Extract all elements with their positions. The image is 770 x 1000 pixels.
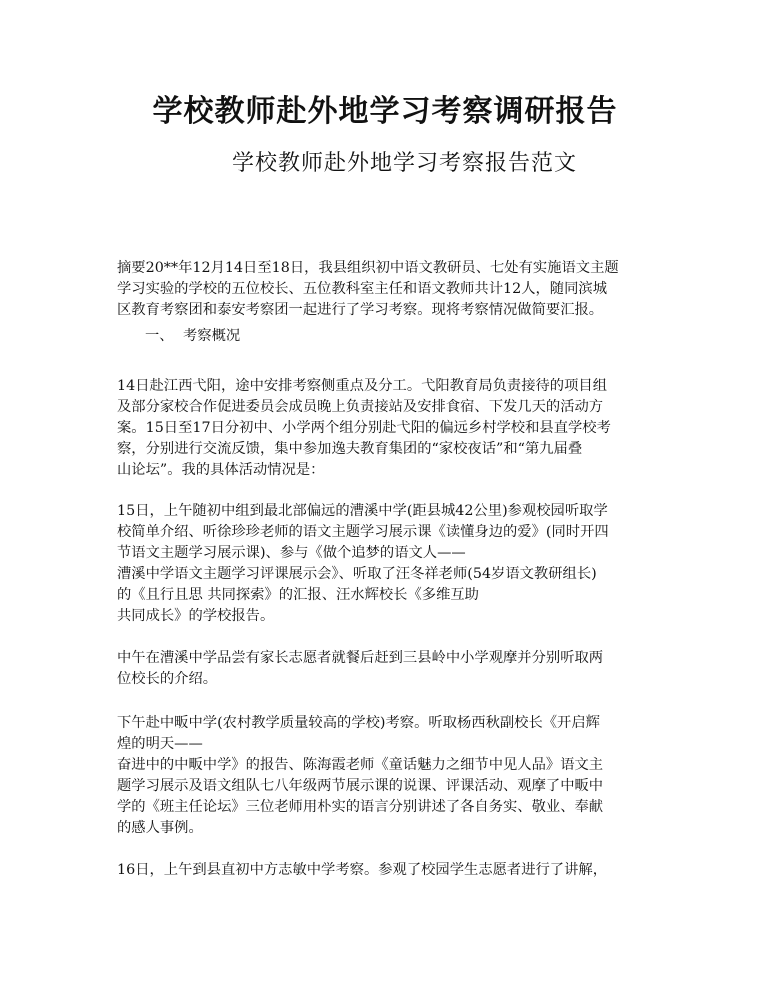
body-paragraph [117, 713, 662, 839]
document-subtitle: 学校教师赴外地学习考察报告范文 [232, 151, 578, 176]
text-line: 摘要20**年12月14日至18日，我县组织初中语文教研员、七处有实施语文主题 [117, 260, 619, 276]
body-paragraph [117, 648, 662, 690]
abstract-paragraph [117, 258, 662, 321]
text-line: 及部分家校合作促进委员会成员晚上负责接站及安排食宿、下发几天的活动方 [117, 399, 604, 415]
text-line: 学习实验的学校的五位校长、五位教科室主任和语文教师共计12人，随同滨城 [117, 281, 607, 297]
section-number: 一、 [145, 328, 174, 344]
text-line: 校简单介绍、听徐珍珍老师的语文主题学习展示课《读懂身边的爱》(同时开四 [117, 524, 609, 540]
section-heading-text: 考察概况 [183, 328, 241, 344]
text-line: 漕溪中学语文主题学习评课展示会》、听取了汪冬祥老师(54岁语文教研组长) [117, 566, 597, 582]
body-paragraph [117, 501, 662, 627]
text-line: 14日赴江西弋阳，途中安排考察侧重点及分工。弋阳教育局负责接待的项目组 [117, 378, 607, 394]
text-line: 山论坛”。我的具体活动情况是： [117, 462, 325, 478]
section-heading [145, 326, 240, 347]
text-line: 区教育考察团和泰安考察团一起进行了学习考察。现将考察情况做简要汇报。 [117, 302, 604, 318]
text-line: 学的《班主任论坛》三位老师用朴实的语言分别讲述了各自务实、敬业、奉献 [117, 799, 604, 815]
text-line: 奋进中的中畈中学》的报告、陈海霞老师《童话魅力之细节中见人品》语文主 [117, 757, 604, 773]
text-line: 煌的明天—— [117, 736, 203, 752]
document-title: 学校教师赴外地学习考察调研报告 [152, 94, 618, 129]
text-line: 共同成长》的学校报告。 [117, 608, 275, 624]
body-paragraph [117, 376, 662, 481]
text-line: 的感人事例。 [117, 820, 203, 836]
text-line: 节语文主题学习展示课)、参与《做个追梦的语文人—— [117, 545, 466, 561]
text-line: 题学习展示及语文组队七八年级两节展示课的说课、评课活动、观摩了中畈中 [117, 778, 604, 794]
body-paragraph [117, 860, 662, 881]
text-line: 下午赴中畈中学(农村教学质量较高的学校)考察。听取杨西秋副校长《开启辉 [117, 715, 600, 731]
text-line: 案。15日至17日分初中、小学两个组分别赴弋阳的偏远乡村学校和县直学校考 [117, 420, 611, 436]
text-line: 的《且行且思 共同探索》的汇报、汪水辉校长《多维互助 [117, 587, 479, 603]
text-line: 察，分别进行交流反馈，集中参加逸夫教育集团的“家校夜话”和“第九届叠 [117, 441, 583, 457]
text-line: 16日，上午到县直初中方志敏中学考察。参观了校园学生志愿者进行了讲解， [117, 862, 607, 878]
text-line: 15日，上午随初中组到最北部偏远的漕溪中学(距县城42公里)参观校园听取学 [117, 503, 608, 519]
text-line: 中午在漕溪中学品尝有家长志愿者就餐后赶到三县岭中小学观摩并分别听取两 [117, 650, 604, 666]
text-line: 位校长的介绍。 [117, 671, 218, 687]
